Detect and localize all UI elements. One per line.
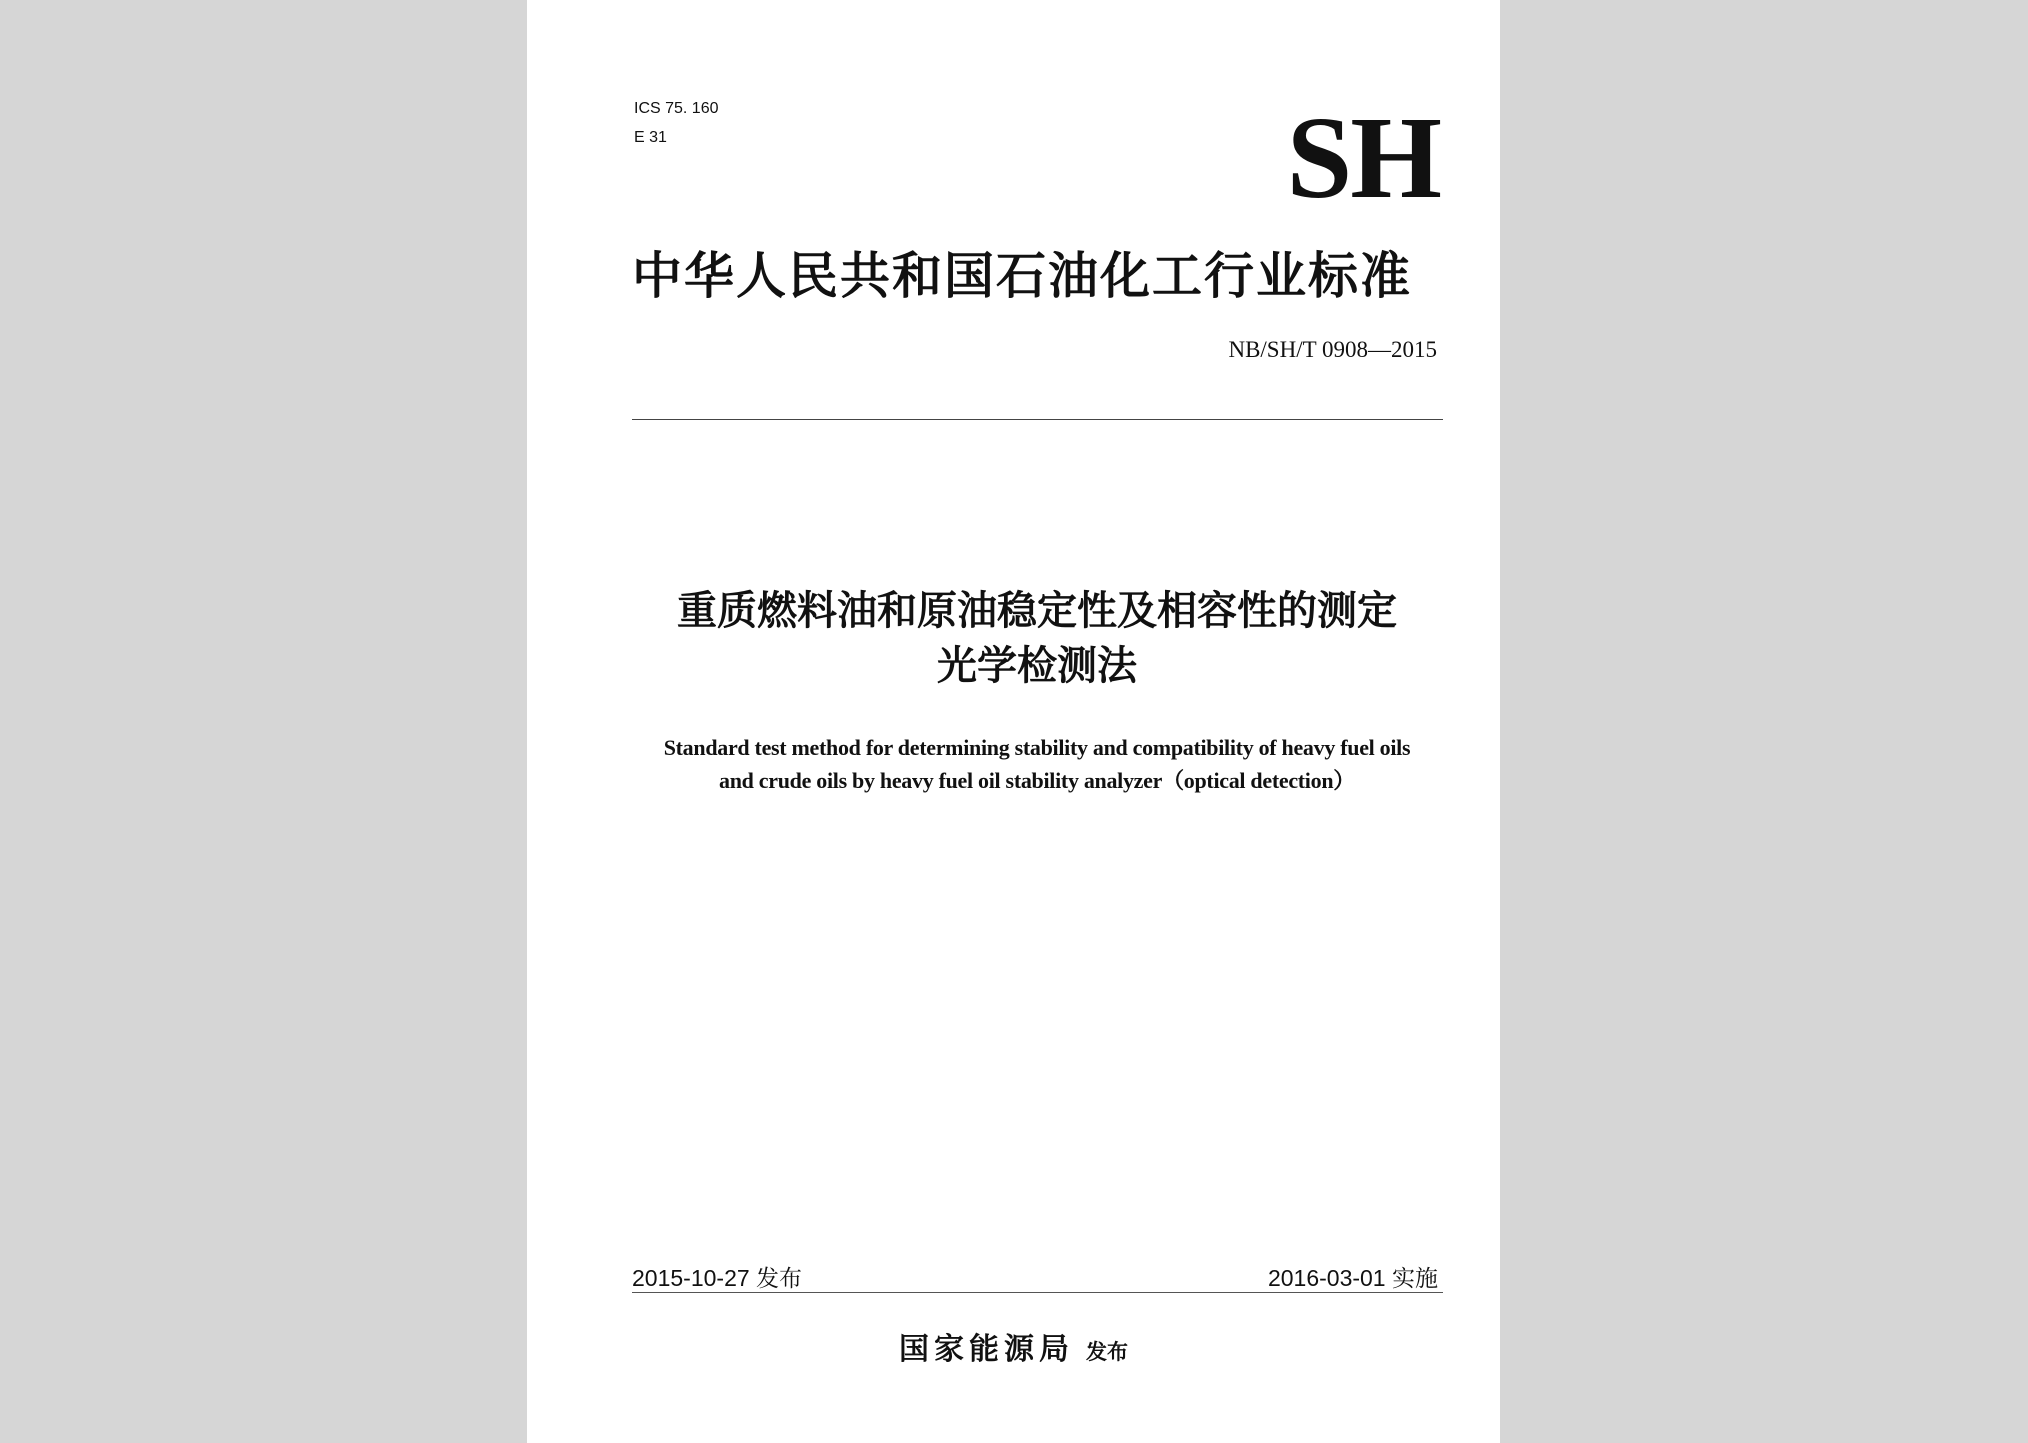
title-cn-line-2: 光学检测法	[937, 644, 1137, 688]
title-en-line-1: Standard test method for determining stability and compatibility of heavy fuel oils	[663, 735, 1411, 760]
standard-title: 中华人民共和国石油化工行业标准	[632, 248, 1412, 304]
category-code: E 31	[634, 129, 667, 146]
standard-number: NB/SH/T 0908—2015	[1228, 337, 1437, 362]
ics-code: ICS 75. 160	[634, 100, 719, 117]
issuer-block	[527, 1324, 1500, 1368]
document-title-cn	[607, 584, 1467, 694]
header-divider	[632, 419, 1443, 420]
document-page	[527, 0, 1500, 1443]
title-en-line-2: and crude oils by heavy fuel oil stability analyzer（optical detection）	[719, 768, 1355, 793]
title-cn-line-1: 重质燃料油和原油稳定性及相容性的测定	[677, 589, 1397, 633]
footer-divider	[632, 1292, 1443, 1293]
document-title-en	[587, 731, 1487, 797]
issuer-name: 国家能源局	[899, 1333, 1074, 1366]
issue-date: 2015-10-27 发布	[632, 1265, 803, 1291]
issuer-suffix: 发布	[1086, 1341, 1128, 1364]
sh-logo: SH	[1286, 92, 1440, 223]
implementation-date: 2016-03-01 实施	[1267, 1265, 1438, 1291]
